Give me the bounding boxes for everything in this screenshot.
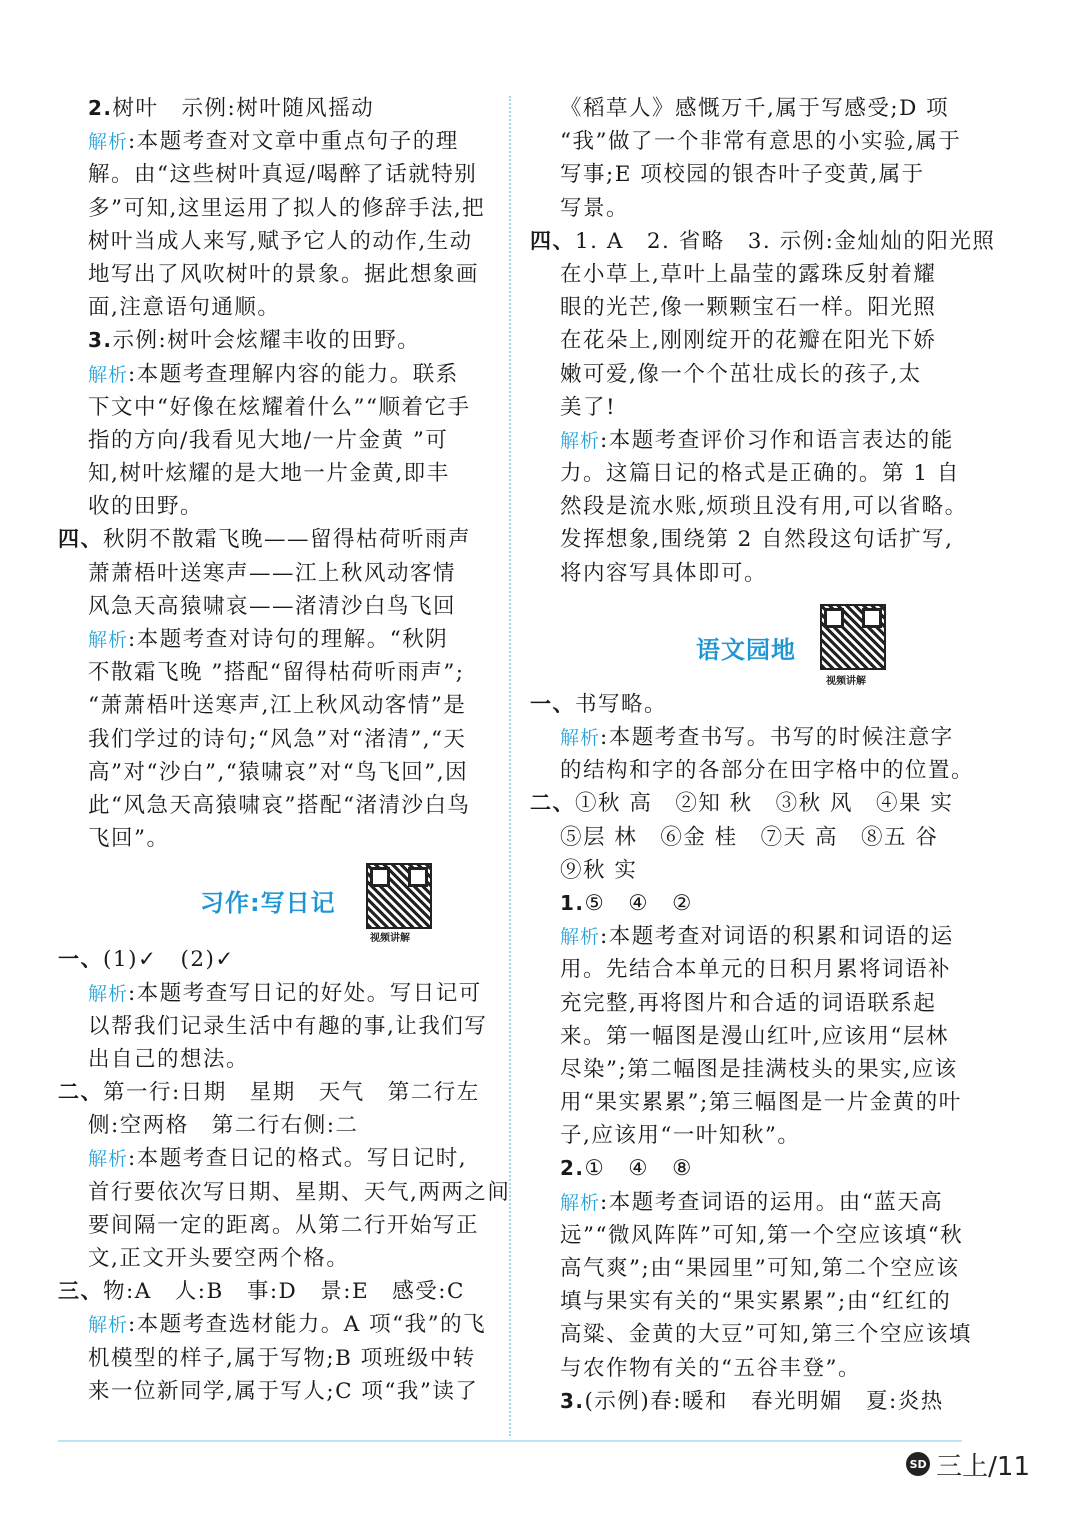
section-number: 四、 — [58, 527, 103, 552]
text-line — [530, 1219, 962, 1252]
section-number: 三、 — [58, 1279, 103, 1304]
question-line — [58, 1076, 488, 1109]
text-line — [530, 1252, 962, 1285]
line-text: 1. A 2. 省略 3. 示例:金灿灿的阳光照 — [575, 228, 996, 254]
item-number: 3. — [560, 1388, 585, 1413]
qr-label: 视频讲解 — [370, 933, 410, 945]
analysis-label: 解析 — [88, 1314, 129, 1337]
text-line — [58, 557, 488, 590]
section-title: 习作:写日记 — [200, 889, 336, 918]
text-line — [530, 358, 962, 391]
text-line — [530, 1086, 962, 1119]
line-text: (示例)春:暖和 春光明媚 夏:炎热 — [584, 1388, 944, 1414]
left-column — [58, 92, 511, 1408]
text-line — [530, 1119, 962, 1152]
text-line — [530, 1053, 962, 1086]
text-line — [58, 789, 488, 822]
line-text: 《稻草人》感慨万千,属于写感受;D 项 — [560, 96, 950, 121]
analysis-label: 解析 — [560, 727, 601, 749]
line-text: ①秋 高 ②知 秋 ③秋 风 ④果 实 — [575, 791, 954, 817]
text-line — [530, 1318, 972, 1351]
text-line — [58, 225, 488, 258]
line-text: :本题考查对文章中重点句子的理 — [128, 129, 459, 155]
page-footer — [906, 1448, 1030, 1480]
analysis-line — [530, 1186, 962, 1219]
line-text: 力。这篇日记的格式是正确的。第 1 自 — [560, 461, 960, 487]
section-title: 语文园地 — [696, 635, 796, 664]
text-line — [58, 1109, 488, 1142]
line-text: :本题考查写日记的好处。写日记可 — [128, 980, 482, 1006]
item-number: 3. — [88, 328, 113, 353]
line-text: “萧萧梧叶送寒声,江上秋风动客情”是 — [88, 693, 467, 719]
line-text: :本题考查选材能力。A 项“我”的飞 — [128, 1312, 487, 1338]
line-text: 高”对“沙白”,“猿啸哀”对“鸟飞回”,因 — [88, 759, 469, 785]
section-header-writing — [58, 855, 488, 943]
line-text: :本题考查对词语的积累和词语的运 — [600, 924, 954, 950]
item-number: 2. — [88, 96, 113, 120]
line-text: 来。第一幅图是漫山红叶,应该用“层林 — [560, 1023, 949, 1049]
text-line — [58, 1043, 488, 1076]
line-text: 尽染”;第二幅图是挂满枝头的果实,应该 — [560, 1056, 958, 1082]
text-line — [58, 590, 488, 623]
text-line — [58, 158, 488, 191]
line-text: 地写出了风吹树叶的景象。据此想象画 — [88, 261, 480, 287]
text-line — [58, 723, 488, 756]
line-text: 第一行:日期 星期 天气 第二行左 — [103, 1080, 480, 1106]
line-text: 收的田野。 — [88, 494, 204, 520]
line-text: ⑨秋 实 — [560, 857, 638, 883]
line-text: 要间隔一定的距离。从第二行开始写正 — [88, 1212, 480, 1238]
line-text: 用。先结合本单元的日积月累将词语补 — [560, 957, 952, 983]
line-text: 来一位新同学,属于写人;C 项“我”读了 — [88, 1378, 479, 1404]
text-line — [530, 457, 962, 490]
section-header-garden — [530, 590, 962, 688]
section-number: 四、 — [530, 228, 575, 253]
text-line — [530, 523, 962, 556]
line-text: 机模型的样子,属于写物;B 项班级中转 — [88, 1345, 476, 1371]
text-line — [58, 756, 488, 789]
text-line — [530, 557, 962, 590]
line-text: 树叶 示例:树叶随风摇动 — [112, 96, 375, 121]
text-line — [530, 887, 962, 920]
section-number: 一、 — [58, 947, 103, 972]
question-line — [530, 225, 996, 258]
text-line — [58, 291, 488, 324]
line-text: 解。由“这些树叶真逗/喝醉了话就特别 — [88, 162, 478, 188]
text-line — [530, 291, 962, 324]
line-text: 知,树叶炫耀的是大地一片金黄,即丰 — [88, 461, 450, 487]
text-line — [530, 821, 962, 854]
question-line — [58, 1275, 488, 1308]
analysis-label: 解析 — [88, 629, 129, 651]
line-text: 以帮我们记录生活中有趣的事,让我们写 — [88, 1013, 488, 1039]
text-line — [58, 457, 488, 490]
line-text: ⑤层 林 ⑥金 桂 ⑦天 高 ⑧五 谷 — [560, 824, 939, 850]
text-line — [530, 324, 962, 357]
line-text: :本题考查理解内容的能力。联系 — [128, 361, 459, 387]
line-text: 我们学过的诗句;“风急”对“渚清”,“天 — [88, 726, 467, 752]
right-column — [530, 92, 996, 1418]
line-text: 写事;E 项校园的银杏叶子变黄,属于 — [560, 162, 925, 188]
text-line — [530, 1385, 962, 1418]
line-text: (1)✓ (2)✓ — [103, 947, 235, 973]
left-block-3 — [58, 943, 511, 1408]
line-text: 此“风急天高猿啸哀”搭配“渚清沙白鸟 — [88, 792, 471, 818]
analysis-label: 解析 — [560, 1191, 601, 1214]
text-line — [530, 1285, 962, 1318]
line-text: 秋阴不散霜飞晚——留得枯荷听雨声 — [103, 527, 472, 553]
question-line — [530, 688, 962, 721]
text-line — [530, 125, 962, 158]
text-line — [530, 953, 962, 986]
line-text: 多”可知,这里运用了拟人的修辞手法,把 — [88, 195, 486, 221]
line-text: 眼的光芒,像一颗颗宝石一样。阳光照 — [560, 295, 937, 321]
line-text: 风急天高猿啸哀——渚清沙白鸟飞回 — [88, 593, 457, 619]
text-line — [58, 490, 488, 523]
text-line — [530, 490, 968, 523]
analysis-label: 解析 — [88, 1148, 129, 1171]
line-text: 在小草上,草叶上晶莹的露珠反射着耀 — [560, 261, 937, 287]
line-text: 飞回”。 — [88, 826, 170, 852]
text-line — [530, 987, 962, 1020]
analysis-line — [58, 977, 488, 1010]
line-text: 面,注意语句通顺。 — [88, 295, 281, 321]
line-text: 的结构和字的各部分在田字格中的位置。 — [560, 758, 975, 784]
line-text: :本题考查对诗句的理解。“秋阴 — [128, 627, 449, 652]
line-text: :本题考查日记的格式。写日记时, — [128, 1146, 468, 1172]
line-text: 文,正文开头要空两个格。 — [88, 1246, 350, 1271]
line-text: 将内容写具体即可。 — [560, 560, 768, 586]
line-text: 子,应该用“一叶知秋”。 — [560, 1123, 801, 1149]
line-text: 出自己的想法。 — [88, 1046, 250, 1072]
line-text: 与农作物有关的“五谷丰登”。 — [560, 1355, 861, 1381]
text-line — [58, 424, 488, 457]
analysis-line — [58, 1308, 488, 1341]
line-text: 美了! — [560, 394, 617, 420]
line-text: 侧:空两格 第二行右侧:二 — [88, 1113, 359, 1139]
text-line — [530, 1152, 962, 1185]
text-line — [530, 192, 962, 225]
line-text: 萧萧梧叶送寒声——江上秋风动客情 — [88, 560, 457, 586]
line-text: 用“果实累累”;第三幅图是一片金黄的叶 — [560, 1090, 962, 1116]
text-line — [58, 1375, 488, 1408]
footer-rule — [58, 1440, 962, 1442]
line-text: :本题考查书写。书写的时候注意字 — [600, 725, 954, 750]
line-text: 下文中“好像在炫耀着什么”“顺着它手 — [88, 394, 471, 420]
text-line — [58, 192, 488, 225]
line-text: :本题考查评价习作和语言表达的能 — [600, 427, 954, 453]
text-line — [58, 1342, 488, 1375]
line-text: 在花朵上,刚刚绽开的花瓣在阳光下娇 — [560, 328, 937, 354]
question-line — [58, 943, 488, 976]
line-text: 首行要依次写日期、星期、天气,两两之间 — [88, 1179, 511, 1205]
section-number: 一、 — [530, 691, 575, 716]
item-number: 1. — [560, 890, 585, 915]
text-line — [58, 1242, 488, 1275]
text-line — [58, 258, 488, 291]
right-block-2 — [530, 688, 975, 1418]
text-line — [58, 1209, 488, 1242]
analysis-line — [58, 1142, 488, 1175]
question-line — [58, 523, 488, 556]
left-block-2 — [58, 523, 488, 855]
analysis-label: 解析 — [560, 926, 601, 949]
line-text: 指的方向/我看见大地/一片金黄 ”可 — [88, 427, 449, 453]
analysis-line — [58, 358, 488, 391]
text-line — [530, 92, 962, 125]
text-line — [58, 92, 488, 125]
line-text: 填与果实有关的“果实累累”;由“红红的 — [560, 1289, 952, 1315]
analysis-label: 解析 — [88, 363, 129, 386]
line-text: 写景。 — [560, 195, 630, 221]
text-line — [530, 391, 962, 424]
analysis-line — [58, 623, 488, 656]
publisher-badge: SD — [906, 1452, 930, 1476]
qr-code-icon[interactable] — [820, 604, 886, 670]
text-line — [530, 1020, 962, 1053]
right-block-1 — [530, 92, 996, 590]
line-text: 高粱、金黄的大豆”可知,第三个空应该填 — [560, 1322, 972, 1348]
line-text: 树叶当成人来写,赋予它人的动作,生动 — [88, 228, 473, 254]
qr-code-icon[interactable] — [366, 863, 432, 929]
text-line — [58, 689, 488, 722]
analysis-line — [58, 125, 488, 158]
left-block-1 — [58, 92, 488, 523]
line-text: ⑤ ④ ② — [584, 890, 693, 916]
line-text: :本题考查词语的运用。由“蓝天高 — [600, 1189, 944, 1215]
analysis-label: 解析 — [88, 131, 129, 154]
analysis-line — [530, 424, 962, 457]
line-text: 高气爽”;由“果园里”可知,第二个空应该 — [560, 1256, 960, 1281]
line-text: 然段是流水账,烦琐且没有用,可以省略。 — [560, 494, 968, 520]
line-text: 示例:树叶会炫耀丰收的田野。 — [112, 328, 421, 354]
section-number: 二、 — [530, 791, 575, 816]
analysis-label: 解析 — [88, 982, 129, 1005]
line-text: “我”做了一个非常有意思的小实验,属于 — [560, 129, 962, 155]
analysis-label: 解析 — [560, 429, 601, 452]
text-line — [58, 656, 488, 689]
line-text: 书写略。 — [575, 691, 668, 717]
line-text: 充完整,再将图片和合适的词语联系起 — [560, 990, 937, 1016]
text-line — [58, 324, 488, 357]
question-line — [530, 787, 962, 820]
text-line — [58, 1010, 488, 1043]
text-line — [530, 258, 962, 291]
text-line — [58, 822, 488, 855]
analysis-line — [530, 721, 962, 754]
page-number: 三上/11 — [936, 1451, 1030, 1482]
text-line — [530, 158, 962, 191]
line-text: 远”“微风阵阵”可知,第一个空应该填“秋 — [560, 1222, 964, 1248]
text-line — [530, 1352, 962, 1385]
section-number: 二、 — [58, 1080, 103, 1105]
line-text: 物:A 人:B 事:D 景:E 感受:C — [103, 1279, 465, 1305]
line-text: 发挥想象,围绕第 2 自然段这句话扩写, — [560, 527, 954, 553]
line-text: 不散霜飞晚 ”搭配“留得枯荷听雨声”; — [88, 660, 465, 686]
analysis-line — [530, 920, 962, 953]
text-line — [58, 391, 488, 424]
qr-label: 视频讲解 — [826, 675, 866, 687]
line-text: 嫩可爱,像一个个茁壮成长的孩子,太 — [560, 361, 922, 387]
text-line — [530, 854, 962, 887]
column-divider — [509, 96, 511, 1436]
text-line — [58, 1176, 511, 1209]
line-text: ① ④ ⑧ — [584, 1156, 693, 1182]
item-number: 2. — [560, 1156, 585, 1181]
text-line — [530, 754, 975, 787]
